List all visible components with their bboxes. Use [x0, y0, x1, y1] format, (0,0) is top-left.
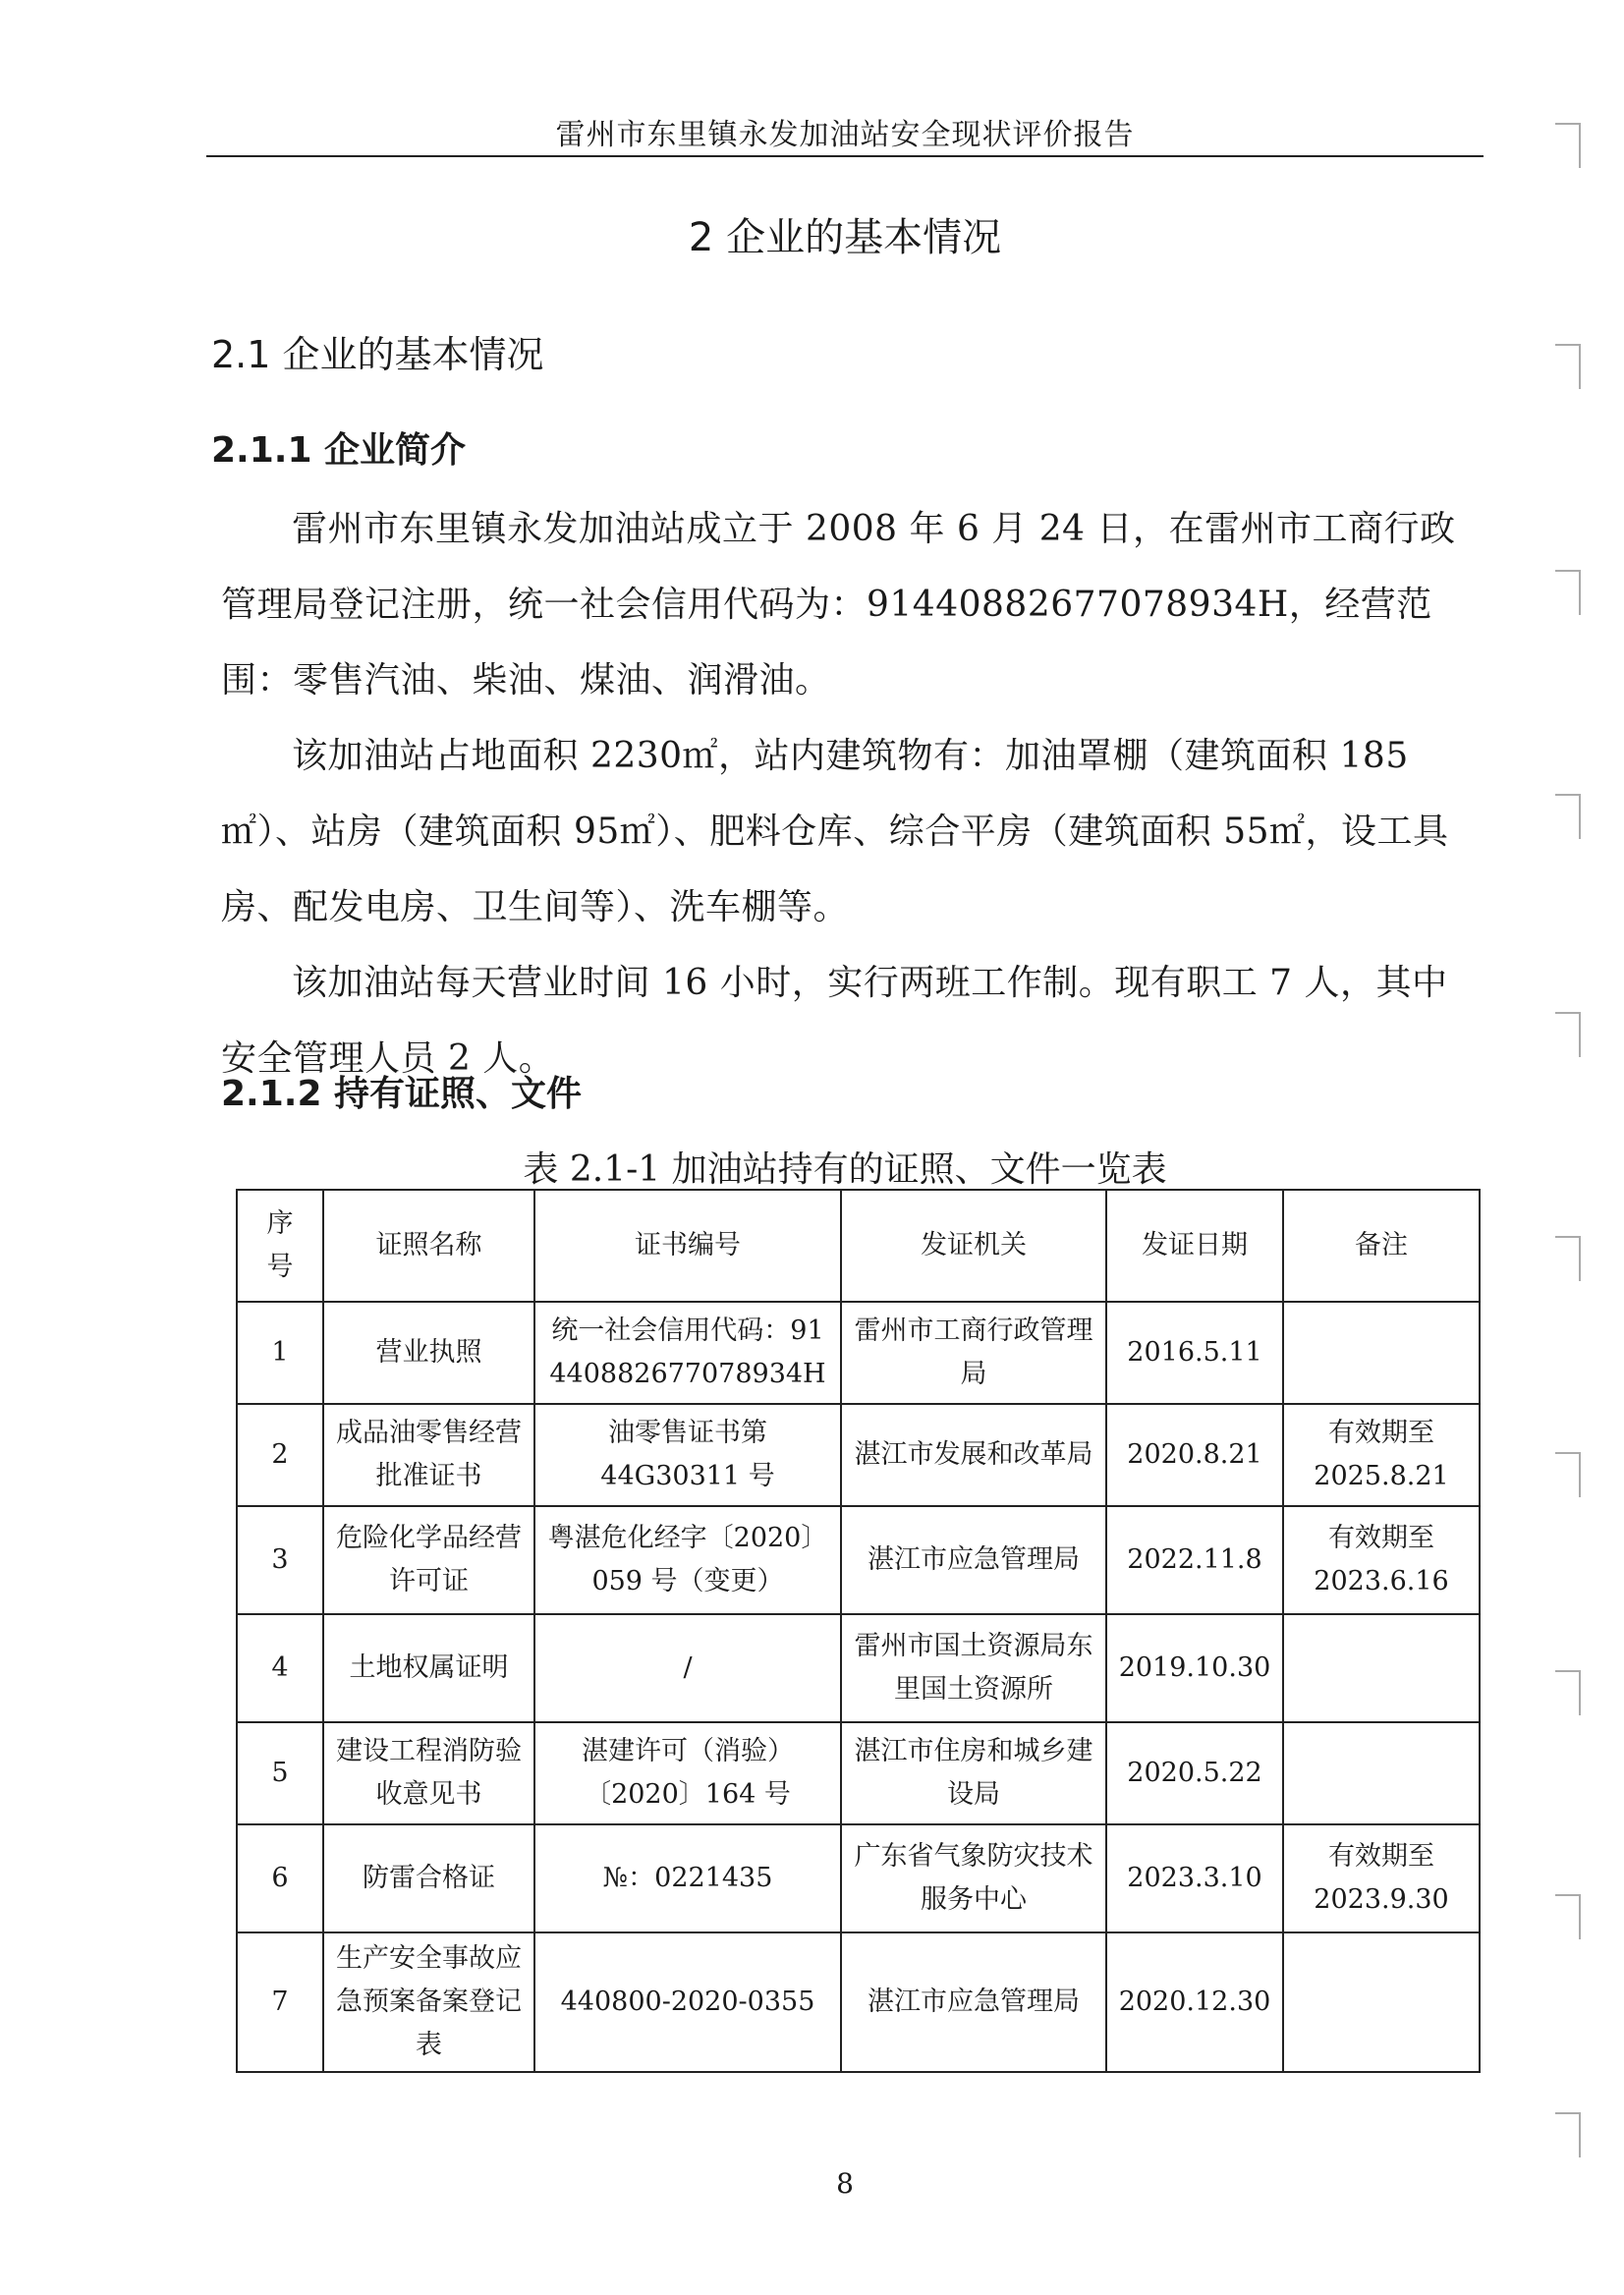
- table-row: [237, 1932, 1480, 2072]
- table-cell: [1283, 1932, 1480, 2072]
- table-row: [237, 1506, 1480, 1614]
- column-header: 序号: [237, 1190, 323, 1302]
- table-row: [237, 1722, 1480, 1824]
- table-row: [237, 1404, 1480, 1506]
- table-cell: 1: [237, 1302, 323, 1404]
- scan-edge-mark: [1555, 344, 1581, 389]
- subsection-title-intro: 2.1.1 企业简介: [211, 430, 467, 471]
- scan-edge-mark: [1555, 1012, 1581, 1057]
- scan-edge-mark: [1555, 123, 1581, 168]
- table-cell: №：0221435: [534, 1824, 841, 1932]
- table-cell: 营业执照: [323, 1302, 534, 1404]
- table-cell: 有效期至2025.8.21: [1283, 1404, 1480, 1506]
- table-row: [237, 1614, 1480, 1722]
- table-cell: 雷州市国土资源局东里国土资源所: [841, 1614, 1106, 1722]
- table-cell: 广东省气象防灾技术服务中心: [841, 1824, 1106, 1932]
- table-cell: 2019.10.30: [1106, 1614, 1283, 1722]
- table-row: [237, 1824, 1480, 1932]
- chapter-title: 2 企业的基本情况: [688, 215, 1002, 260]
- table-cell: 6: [237, 1824, 323, 1932]
- table-cell: 雷州市工商行政管理局: [841, 1302, 1106, 1404]
- table-cell: 湛江市应急管理局: [841, 1932, 1106, 2072]
- table-cell: 湛江市应急管理局: [841, 1506, 1106, 1614]
- section-title: 2.1 企业的基本情况: [211, 333, 544, 376]
- table-cell: 有效期至2023.6.16: [1283, 1506, 1480, 1614]
- scan-edge-mark: [1555, 1670, 1581, 1715]
- table-cell: /: [534, 1614, 841, 1722]
- table-cell: 7: [237, 1932, 323, 2072]
- scan-edge-mark: [1555, 2112, 1581, 2157]
- column-header: 备注: [1283, 1190, 1480, 1302]
- table-cell: 成品油零售经营批准证书: [323, 1404, 534, 1506]
- page-header-title: 雷州市东里镇永发加油站安全现状评价报告: [555, 118, 1135, 152]
- certificates-table: [236, 1189, 1481, 2073]
- header-rule: [206, 155, 1484, 157]
- column-header: 发证日期: [1106, 1190, 1283, 1302]
- table-header-row: [237, 1190, 1480, 1302]
- subsection-title-certificates: 2.1.2 持有证照、文件: [221, 1074, 583, 1114]
- scan-edge-mark: [1555, 794, 1581, 839]
- table-cell: 2022.11.8: [1106, 1506, 1283, 1614]
- table-cell: 危险化学品经营许可证: [323, 1506, 534, 1614]
- table-cell: 生产安全事故应急预案备案登记表: [323, 1932, 534, 2072]
- table-cell: 统一社会信用代码：91440882677078934H: [534, 1302, 841, 1404]
- table-cell: 湛建许可（消验）〔2020〕164 号: [534, 1722, 841, 1824]
- table-cell: 5: [237, 1722, 323, 1824]
- table-caption: 表 2.1-1 加油站持有的证照、文件一览表: [523, 1149, 1167, 1190]
- table-cell: 土地权属证明: [323, 1614, 534, 1722]
- table-cell: 2020.5.22: [1106, 1722, 1283, 1824]
- table-cell: 2016.5.11: [1106, 1302, 1283, 1404]
- page-number: 8: [836, 2167, 854, 2200]
- table-cell: 建设工程消防验收意见书: [323, 1722, 534, 1824]
- table-cell: 湛江市发展和改革局: [841, 1404, 1106, 1506]
- table-cell: 440800-2020-0355: [534, 1932, 841, 2072]
- table-cell: 防雷合格证: [323, 1824, 534, 1932]
- table-cell: 2: [237, 1404, 323, 1506]
- table-cell: 粤湛危化经字〔2020〕059 号（变更）: [534, 1506, 841, 1614]
- scan-edge-mark: [1555, 1236, 1581, 1281]
- table-cell: 油零售证书第44G30311 号: [534, 1404, 841, 1506]
- table-row: [237, 1302, 1480, 1404]
- column-header: 证书编号: [534, 1190, 841, 1302]
- table-cell: [1283, 1614, 1480, 1722]
- staff-paragraph: 该加油站每天营业时间 16 小时，实行两班工作制。现有职工 7 人，其中安全管理人员 2 人。: [221, 963, 1448, 1079]
- column-header: 证照名称: [323, 1190, 534, 1302]
- buildings-paragraph: 该加油站占地面积 2230㎡，站内建筑物有：加油罩棚（建筑面积 185㎡）、站房（建筑面积 95㎡）、肥料仓库、综合平房（建筑面积 55㎡，设工具房、配发电房、卫生间等）、洗车棚等。: [221, 736, 1449, 927]
- scan-edge-mark: [1555, 1894, 1581, 1939]
- table-cell: [1283, 1302, 1480, 1404]
- table-cell: 2023.3.10: [1106, 1824, 1283, 1932]
- table-cell: 3: [237, 1506, 323, 1614]
- scan-edge-mark: [1555, 570, 1581, 615]
- scan-edge-mark: [1555, 1452, 1581, 1497]
- table-cell: 4: [237, 1614, 323, 1722]
- table-cell: 湛江市住房和城乡建设局: [841, 1722, 1106, 1824]
- table-cell: 2020.8.21: [1106, 1404, 1283, 1506]
- table-cell: [1283, 1722, 1480, 1824]
- column-header: 发证机关: [841, 1190, 1106, 1302]
- intro-paragraph: 雷州市东里镇永发加油站成立于 2008 年 6 月 24 日，在雷州市工商行政管理局登记注册，统一社会信用代码为：91440882677078934H，经营范围：零售汽油、柴油、煤油、润滑油。: [221, 509, 1456, 700]
- table-cell: 有效期至2023.9.30: [1283, 1824, 1480, 1932]
- table-cell: 2020.12.30: [1106, 1932, 1283, 2072]
